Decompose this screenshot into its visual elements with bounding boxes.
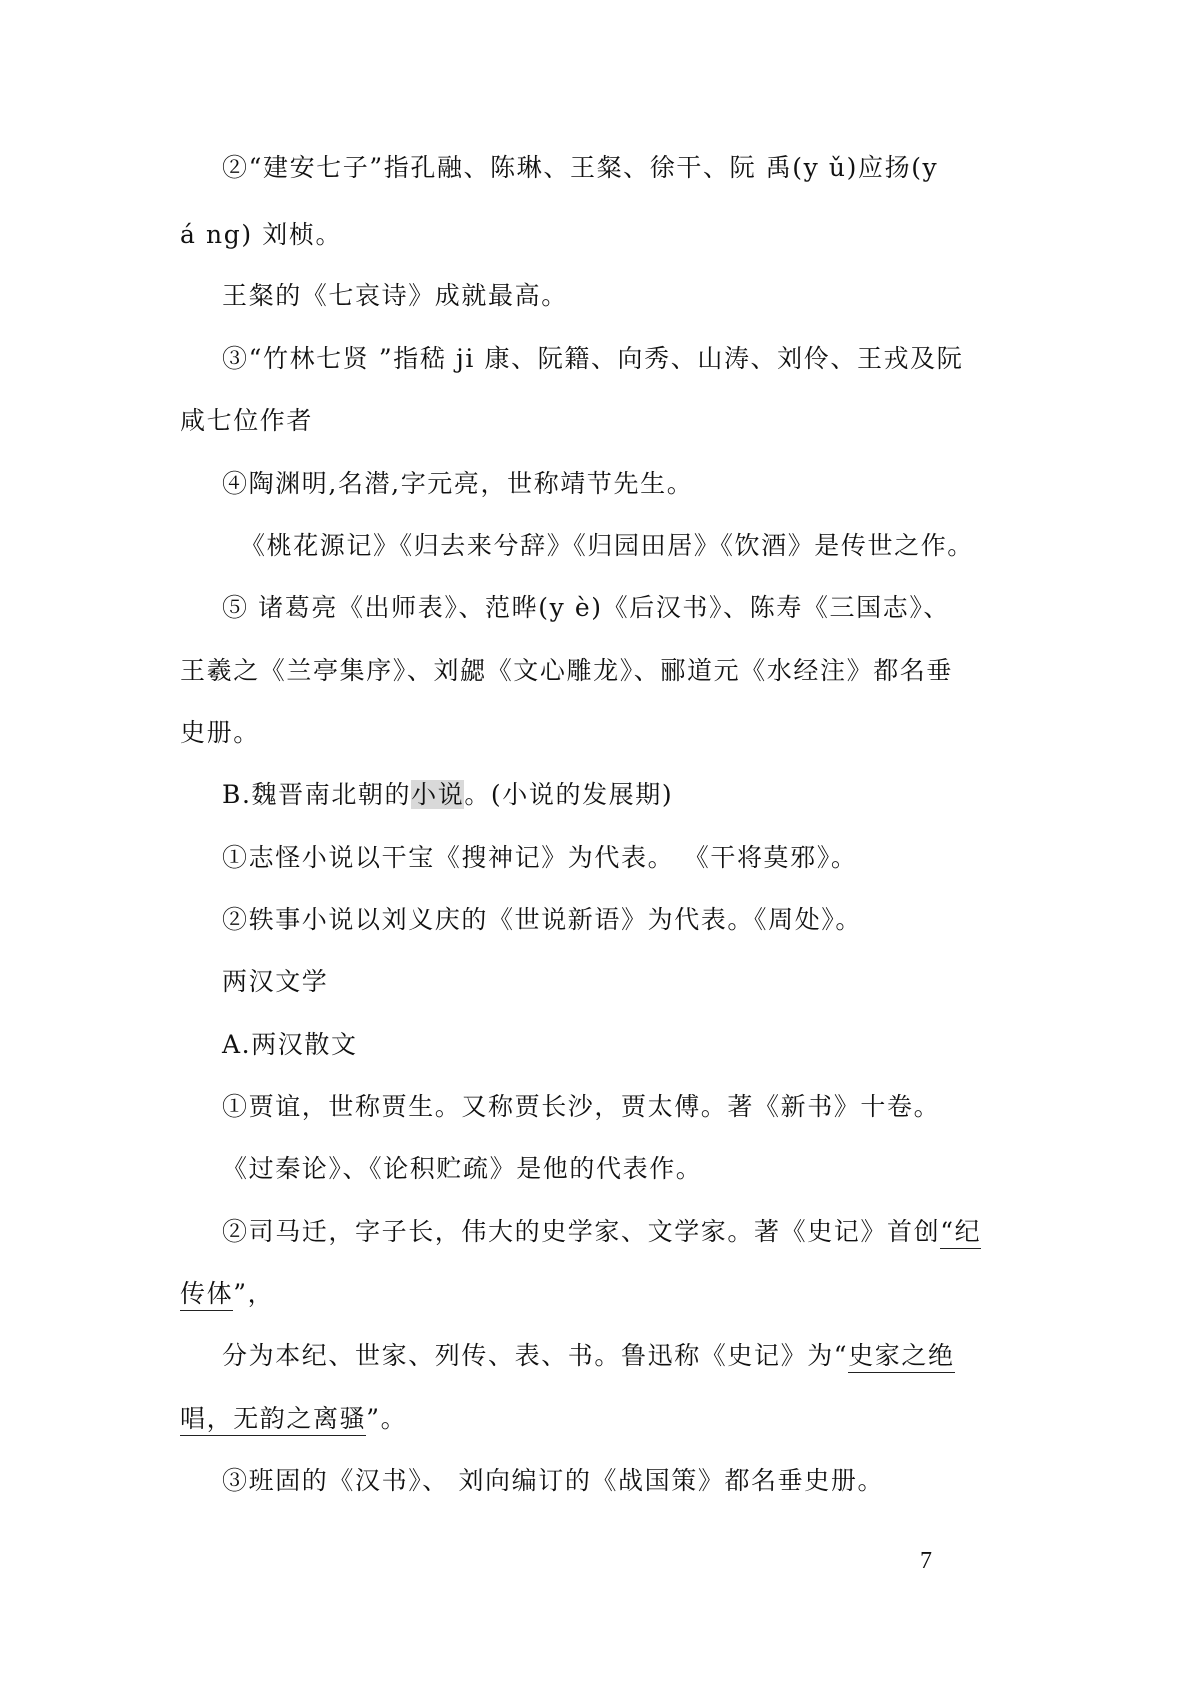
line-zhiguai: ①志怪小说以干宝《搜神记》为代表。 《干将莫邪》。 [222,843,858,872]
line-jianan-qizi-cont: á ng) 刘桢。 [180,220,343,249]
line-wang-xizhi: 王羲之《兰亭集序》、刘勰《文心雕龙》、郦道元《水经注》都名垂 [180,656,954,685]
underlined-zhuanti: 传体 [180,1279,233,1311]
heading-weijin-xiaoshuo [222,779,673,811]
underlined-lisao: 唱，无韵之离骚 [180,1404,366,1436]
line-zhulin-qixian: ③“竹林七贤 ”指嵇 ji 康、阮籍、向秀、山涛、刘伶、王戎及阮 [222,344,964,373]
line-shice: 史册。 [180,718,260,747]
line-tao-yuanming: ④陶渊明,名潜,字元亮，世称靖节先生。 [222,469,694,498]
sima-qian-text: ②司马迁，字子长，伟大的史学家、文学家。著《史记》首创 [222,1217,941,1246]
line-jianan-qizi: ②“建安七子”指孔融、陈琳、王粲、徐干、阮 禹(y ǔ)应扬(y [222,153,939,182]
line-shiji-structure [222,1340,955,1372]
page-number: 7 [920,1548,932,1574]
line-ban-gu: ③班固的《汉书》、 刘向编订的《战国策》都名垂史册。 [222,1466,885,1495]
heading-lianghan-wenxue: 两汉文学 [222,967,329,996]
line-sima-qian [222,1216,981,1248]
line-shiji-structure-cont [180,1403,407,1435]
line-sima-qian-cont [180,1278,274,1310]
highlighted-xiaoshuo: 小说 [411,780,465,809]
line-zhuge-liang: ⑤ 诸葛亮《出师表》、范晔(y è)《后汉书》、陈寿《三国志》、 [222,593,951,622]
underlined-shijia: 史家之绝 [848,1341,954,1373]
shiji-cont-tail: ”。 [366,1404,408,1433]
shiji-structure-text: 分为本纪、世家、列传、表、书。鲁迅称《史记》为“ [222,1341,849,1370]
underlined-jizhuan: “纪 [940,1217,981,1249]
line-jia-yi: ①贾谊，世称贾生。又称贾长沙，贾太傅。著《新书》十卷。 [222,1092,941,1121]
heading-weijin-text: B.魏晋南北朝的 [222,780,412,809]
sima-qian-cont-tail: ”， [233,1279,275,1308]
line-zhulin-qixian-cont: 咸七位作者 [180,406,314,435]
heading-lianghan-sanwen: A.两汉散文 [222,1030,358,1059]
heading-weijin-note: 。(小说的发展期) [464,780,674,809]
line-tao-works: 《桃花源记》《归去来兮辞》《归园田居》《饮酒》是传世之作。 [240,531,974,560]
line-yishi: ②轶事小说以刘义庆的《世说新语》为代表。《周处》。 [222,905,863,934]
line-jia-yi-works: 《过秦论》、《论积贮疏》是他的代表作。 [222,1154,703,1183]
line-wangcan: 王粲的《七哀诗》成就最高。 [222,281,568,310]
